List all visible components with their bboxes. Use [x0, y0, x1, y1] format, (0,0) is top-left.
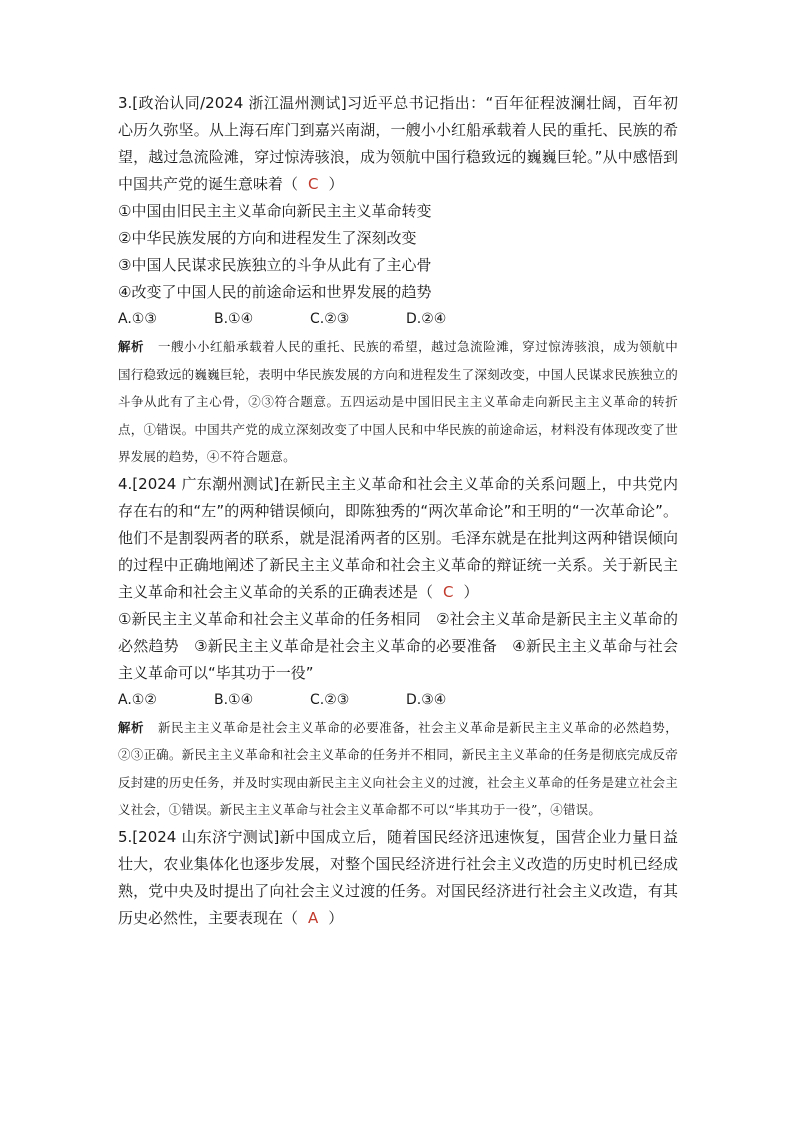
question-4-choice-a: A.①②: [118, 691, 157, 708]
question-4-choice-c: C.②③: [310, 691, 350, 708]
question-4-choice-d: D.③④: [406, 691, 447, 708]
question-3-explanation-text: 一艘小小红船承载着人民的重托、民族的希望，越过急流险滩，穿过惊涛骇浪，成为领航中国行稳致远的巍巍巨轮，表明中华民族发展的方向和进程发生了深刻改变，中国人民谋求民族独立的斗争从此有了主心骨，②③符合题意。五四运动是中国旧民主主义革命走向新民主主义革命的转折点，①错误。中国共产党的成立深刻改变了中国人民和中华民族的前途命运，材料没有体现改变了世界发展的趋势，④不符合题意。: [118, 339, 678, 464]
question-3-choice-c: C.②③: [310, 311, 350, 327]
document-page: [118, 90, 678, 932]
question-3-explanation-label: 解析: [118, 339, 145, 354]
question-5-stem: [118, 824, 678, 932]
question-4: [118, 471, 678, 824]
question-3-stem: [118, 90, 678, 198]
question-4-explanation-text: 新民主主义革命是社会主义革命的必要准备，社会主义革命是新民主主义革命的必然趋势，②③正确。新民主主义革命和社会主义革命的任务并不相同，新民主主义革命的任务是彻底完成反帝反封建的历史任务，并及时实现由新民主主义向社会主义的过渡，社会主义革命的任务是建立社会主义社会，①错误。新民主主义革命与社会主义革命都不可以“毕其功于一役”，④错误。: [118, 719, 678, 817]
question-3: [118, 90, 678, 471]
question-5-answer: A: [308, 908, 319, 927]
question-4-stem-text: 4.[2024 广东潮州测试]在新民主主义革命和社会主义革命的关系问题上，中共党内存在右的和“左”的两种错误倾向，即陈独秀的“两次革命论”和王明的“一次革命论”。他们不是割裂两者的联系，就是混淆两者的区别。毛泽东就是在批判这两种错误倾向的过程中正确地阐述了新民主主义革命和社会主义革命的辩证统一关系。关于新民主主义革命和社会主义革命的关系的正确表述是（: [118, 474, 678, 601]
question-4-stem-close: ）: [463, 582, 479, 601]
question-4-explanation-label: 解析: [118, 719, 145, 735]
question-3-option-2: ②中华民族发展的方向和进程发生了深刻改变: [118, 229, 417, 247]
question-3-choices: [118, 306, 678, 333]
question-3-choice-b: B.①④: [214, 311, 254, 327]
question-4-choices: [118, 687, 678, 714]
question-5-stem-close: ）: [328, 908, 344, 927]
question-4-choice-b: B.①④: [214, 691, 254, 708]
question-3-choice-d: D.②④: [406, 311, 447, 327]
question-4-answer: C: [443, 582, 454, 601]
question-3-option-3: ③中国人民谋求民族独立的斗争从此有了主心骨: [118, 256, 432, 274]
question-3-option-1: ①中国由旧民主主义革命向新民主主义革命转变: [118, 202, 432, 220]
question-3-stem-text: 3.[政治认同/2024 浙江温州测试]习近平总书记指出：“百年征程波澜壮阔，百年初心历久弥坚。从上海石库门到嘉兴南湖，一艘小小红船承载着人民的重托、民族的希望，越过急流险滩，穿过惊涛骇浪，成为领航中国行稳致远的巍巍巨轮。”从中感悟到中国共产党的诞生意味着（: [118, 94, 678, 193]
question-5-stem-text: 5.[2024 山东济宁测试]新中国成立后，随着国民经济迅速恢复，国营企业力量日益壮大，农业集体化也逐步发展，对整个国民经济进行社会主义改造的历史时机已经成熟，党中央及时提出了向社会主义过渡的任务。对国民经济进行社会主义改造，有其历史必然性，主要表现在（: [118, 827, 678, 927]
question-3-stem-close: ）: [328, 175, 344, 193]
question-5: [118, 824, 678, 932]
question-4-options: ①新民主主义革命和社会主义革命的任务相同 ②社会主义革命是新民主主义革命的必然趋势 ③新民主主义革命是社会主义革命的必要准备 ④新民主主义革命与社会主义革命可以“毕其功于一役”: [118, 609, 678, 682]
question-3-answer: C: [308, 175, 319, 193]
question-3-choice-a: A.①③: [118, 311, 157, 327]
question-4-stem: [118, 471, 678, 606]
question-3-explanation: [118, 333, 678, 471]
question-3-option-4: ④改变了中国人民的前途命运和世界发展的趋势: [118, 283, 432, 301]
question-4-explanation: [118, 714, 678, 824]
